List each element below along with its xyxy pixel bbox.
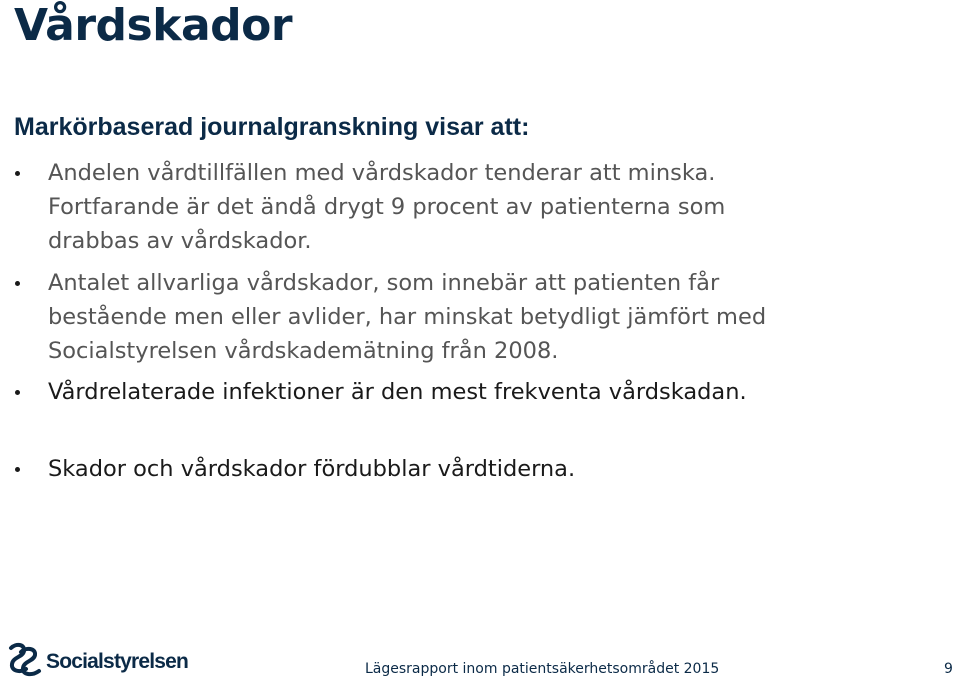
bullet-text: Antalet allvarliga vårdskador, som innebär att patienten får bestående men eller avlider, har minskat betydligt jämfört med Socialstyrelsen vårdskademätning från 2008. <box>48 270 767 364</box>
bullet-text: Skador och vårdskador fördubblar vårdtiderna. <box>48 456 576 482</box>
list-item <box>48 156 808 258</box>
bullet-icon <box>15 390 20 395</box>
slide-title: Vårdskador <box>14 0 293 51</box>
bullet-icon <box>15 281 20 286</box>
bullet-text: Vårdrelaterade infektioner är den mest frekventa vårdskadan. <box>48 379 747 405</box>
socialstyrelsen-logo <box>6 642 189 678</box>
bullet-icon <box>15 467 20 472</box>
bullet-text: Andelen vårdtillfällen med vårdskador tenderar att minska. Fortfarande är det ändå drygt 9 procent av patienterna som drabbas av vårdskador. <box>48 160 726 254</box>
page-number: 9 <box>944 661 953 677</box>
list-item <box>48 452 808 486</box>
socialstyrelsen-logo-icon <box>6 642 44 678</box>
slide-subtitle: Markörbaserad journalgranskning visar att: <box>14 113 530 141</box>
logo-text: Socialstyrelsen <box>46 650 189 673</box>
footer-report-title: Lägesrapport inom patientsäkerhetsområdet 2015 <box>365 661 720 677</box>
bullet-icon <box>15 171 20 176</box>
list-item <box>48 266 808 368</box>
list-item <box>48 375 808 409</box>
